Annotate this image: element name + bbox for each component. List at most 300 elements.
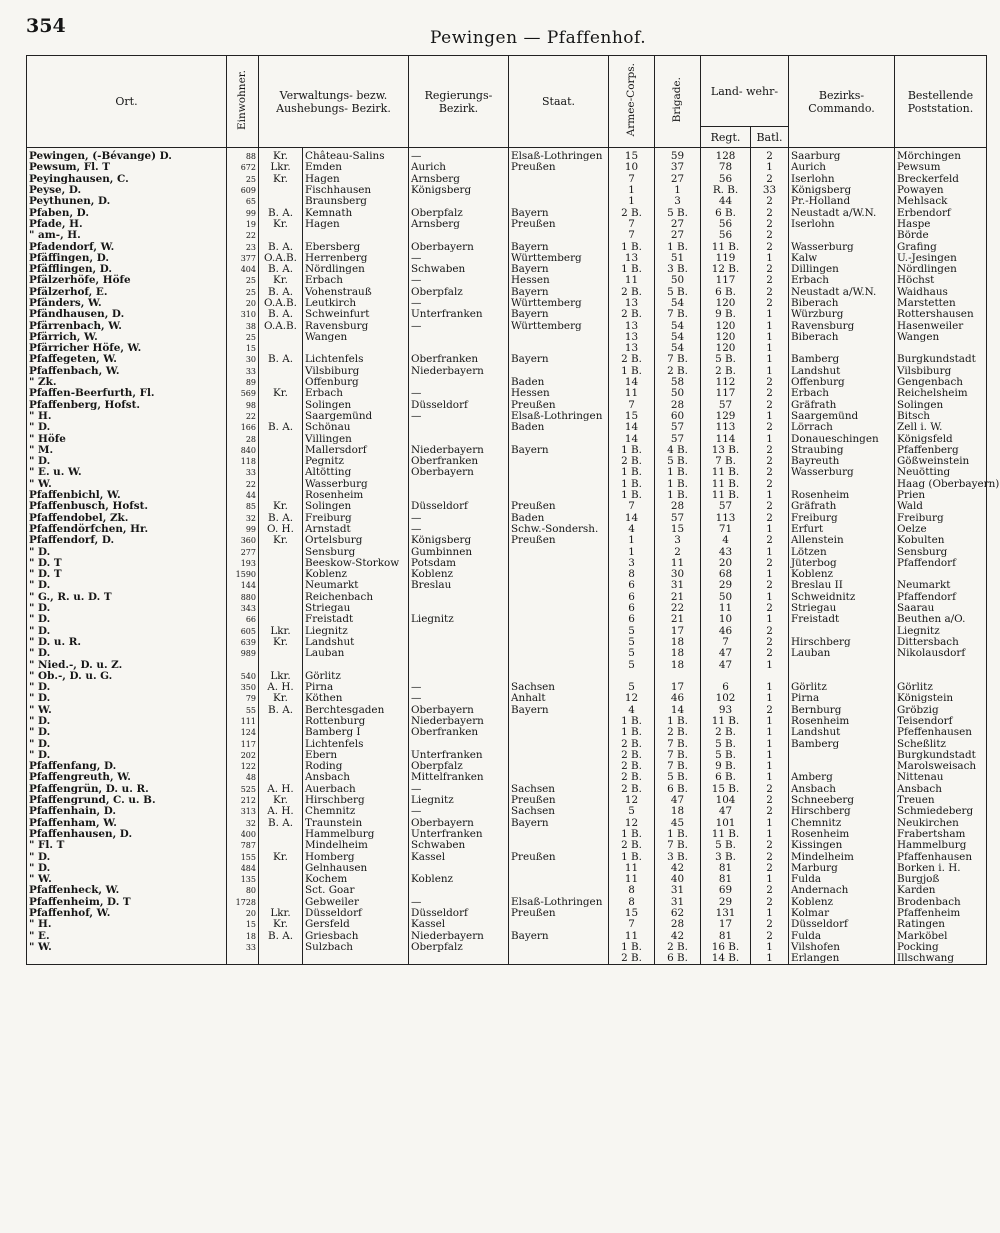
regt-cell: 117 <box>701 388 751 399</box>
armee-cell: 2 B. <box>609 761 655 772</box>
einwohner-cell: 20 <box>227 298 259 309</box>
batl-cell: 33 <box>751 185 789 196</box>
regierung-cell: — <box>409 275 509 286</box>
register-row <box>27 445 987 456</box>
commando-cell: Allenstein <box>789 535 895 546</box>
armee-cell: 5 <box>609 806 655 817</box>
bezirk-type-cell: O.A.B. <box>259 320 303 331</box>
post-cell: Marstetten <box>895 298 987 309</box>
header-ort: Ort. <box>27 56 227 148</box>
brigade-cell: 2 B. <box>655 366 701 377</box>
batl-cell: 2 <box>751 422 789 433</box>
ort-cell: Pfaffegeten, W. <box>27 354 227 365</box>
regierung-cell: Unterfranken <box>409 309 509 320</box>
batl-cell: 1 <box>751 750 789 761</box>
staat-cell: Preußen <box>509 908 609 919</box>
bezirk-type-cell <box>259 750 303 761</box>
post-cell: Pewsum <box>895 162 987 173</box>
einwohner-cell: 605 <box>227 625 259 636</box>
commando-cell: Marburg <box>789 863 895 874</box>
batl-cell: 2 <box>751 580 789 591</box>
regierung-cell: — <box>409 298 509 309</box>
post-cell: Gengenbach <box>895 377 987 388</box>
commando-cell: Würzburg <box>789 309 895 320</box>
armee-cell: 4 <box>609 705 655 716</box>
regierung-cell <box>409 953 509 965</box>
einwohner-cell: 155 <box>227 851 259 862</box>
post-cell: Mehlsack <box>895 196 987 207</box>
ort-cell: Peyse, D. <box>27 185 227 196</box>
regierung-cell <box>409 422 509 433</box>
regierung-cell: — <box>409 682 509 693</box>
armee-cell: 13 <box>609 320 655 331</box>
einwohner-cell: 1590 <box>227 569 259 580</box>
post-cell: Wangen <box>895 332 987 343</box>
ort-cell: Pfaffengreuth, W. <box>27 772 227 783</box>
batl-cell: 1 <box>751 366 789 377</box>
commando-cell: Königsberg <box>789 185 895 196</box>
regierung-cell: Aurich <box>409 162 509 173</box>
einwohner-cell: 360 <box>227 535 259 546</box>
armee-cell: 7 <box>609 174 655 185</box>
batl-cell: 1 <box>751 524 789 535</box>
register-row <box>27 558 987 569</box>
staat-cell: Baden <box>509 513 609 524</box>
post-cell: Nikolausdorf <box>895 648 987 659</box>
regierung-cell <box>409 885 509 896</box>
batl-cell: 2 <box>751 795 789 806</box>
post-cell: Hasenweiler <box>895 320 987 331</box>
einwohner-cell: 65 <box>227 196 259 207</box>
bezirk-type-cell <box>259 445 303 456</box>
bezirk-type-cell: O. H. <box>259 524 303 535</box>
ort-cell: " D. <box>27 750 227 761</box>
brigade-cell: 50 <box>655 388 701 399</box>
einwohner-cell: 400 <box>227 829 259 840</box>
commando-cell: Neustadt a/W.N. <box>789 207 895 218</box>
register-row <box>27 829 987 840</box>
staat-cell: Preußen <box>509 795 609 806</box>
armee-cell: 3 <box>609 558 655 569</box>
einwohner-cell: 15 <box>227 343 259 354</box>
batl-cell: 2 <box>751 196 789 207</box>
regierung-cell: Schwaben <box>409 264 509 275</box>
verwaltung-cell: Erbach <box>303 275 409 286</box>
bezirk-type-cell <box>259 863 303 874</box>
batl-cell: 1 <box>751 818 789 829</box>
regierung-cell: — <box>409 693 509 704</box>
batl-cell: 2 <box>751 840 789 851</box>
post-cell: Saarau <box>895 603 987 614</box>
brigade-cell: 1 B. <box>655 241 701 252</box>
batl-cell: 2 <box>751 456 789 467</box>
einwohner-cell: 840 <box>227 445 259 456</box>
brigade-cell: 4 B. <box>655 445 701 456</box>
post-cell: Burgjoß <box>895 874 987 885</box>
verwaltung-cell: Striegau <box>303 603 409 614</box>
regt-cell: 43 <box>701 546 751 557</box>
brigade-cell: 21 <box>655 614 701 625</box>
staat-cell <box>509 716 609 727</box>
commando-cell: Rosenheim <box>789 829 895 840</box>
brigade-cell: 57 <box>655 513 701 524</box>
verwaltung-cell: Gersfeld <box>303 919 409 930</box>
staat-cell: Bayern <box>509 287 609 298</box>
regt-cell: 6 B. <box>701 287 751 298</box>
einwohner-cell: 48 <box>227 772 259 783</box>
brigade-cell: 51 <box>655 253 701 264</box>
einwohner-cell: 350 <box>227 682 259 693</box>
einwohner-cell: 343 <box>227 603 259 614</box>
verwaltung-cell: Wasserburg <box>303 479 409 490</box>
ort-cell: " D. T <box>27 558 227 569</box>
regierung-cell <box>409 637 509 648</box>
regt-cell: 57 <box>701 501 751 512</box>
verwaltung-cell: Ebersberg <box>303 241 409 252</box>
regt-cell: 120 <box>701 320 751 331</box>
verwaltung-cell: Schönau <box>303 422 409 433</box>
verwaltung-cell: Leutkirch <box>303 298 409 309</box>
verwaltung-cell: Gelnhausen <box>303 863 409 874</box>
verwaltung-cell: Landshut <box>303 637 409 648</box>
staat-cell <box>509 592 609 603</box>
staat-cell <box>509 772 609 783</box>
einwohner-cell: 22 <box>227 230 259 241</box>
staat-cell: Württemberg <box>509 253 609 264</box>
commando-cell: Andernach <box>789 885 895 896</box>
regierung-cell: — <box>409 806 509 817</box>
regierung-cell: Unterfranken <box>409 829 509 840</box>
einwohner-cell: 80 <box>227 885 259 896</box>
armee-cell: 13 <box>609 332 655 343</box>
staat-cell: Elsaß-Lothringen <box>509 148 609 163</box>
ort-cell: Pfäffingen, D. <box>27 253 227 264</box>
regt-cell: 29 <box>701 897 751 908</box>
bezirk-type-cell: Kr. <box>259 693 303 704</box>
commando-cell: Bamberg <box>789 738 895 749</box>
ort-cell: " Fl. T <box>27 840 227 851</box>
brigade-cell: 40 <box>655 874 701 885</box>
regierung-cell: Oberbayern <box>409 467 509 478</box>
staat-cell <box>509 885 609 896</box>
brigade-cell: 5 B. <box>655 207 701 218</box>
ort-cell: Pfaffenberg, Hofst. <box>27 400 227 411</box>
ort-cell: Pfaffengrün, D. u. R. <box>27 784 227 795</box>
commando-cell: Biberach <box>789 332 895 343</box>
bezirk-type-cell <box>259 332 303 343</box>
ort-cell: Pewingen, (-Bévange) D. <box>27 148 227 163</box>
einwohner-cell: 111 <box>227 716 259 727</box>
armee-cell: 7 <box>609 400 655 411</box>
register-row <box>27 253 987 264</box>
armee-cell: 11 <box>609 863 655 874</box>
armee-cell: 1 B. <box>609 241 655 252</box>
regt-cell: 9 B. <box>701 761 751 772</box>
register-row <box>27 942 987 953</box>
staat-cell <box>509 456 609 467</box>
armee-cell: 8 <box>609 885 655 896</box>
batl-cell: 1 <box>751 908 789 919</box>
ort-cell: " Zk. <box>27 377 227 388</box>
ort-cell: " D. <box>27 682 227 693</box>
armee-cell: 6 <box>609 614 655 625</box>
batl-cell: 1 <box>751 659 789 670</box>
ort-cell: Pfadendorf, W. <box>27 241 227 252</box>
register-row <box>27 930 987 941</box>
commando-cell: Jüterbog <box>789 558 895 569</box>
commando-cell: Wasserburg <box>789 241 895 252</box>
batl-cell: 1 <box>751 354 789 365</box>
regt-cell: 9 B. <box>701 309 751 320</box>
einwohner-cell: 124 <box>227 727 259 738</box>
brigade-cell: 54 <box>655 298 701 309</box>
einwohner-cell: 55 <box>227 705 259 716</box>
armee-cell: 1 B. <box>609 445 655 456</box>
bezirk-type-cell <box>259 716 303 727</box>
einwohner-cell: 79 <box>227 693 259 704</box>
header-armee-label: Armee-Corps. <box>625 63 637 137</box>
armee-cell: 1 <box>609 196 655 207</box>
regt-cell: 11 B. <box>701 716 751 727</box>
ort-cell: Pfärrich, W. <box>27 332 227 343</box>
einwohner-cell: 22 <box>227 411 259 422</box>
brigade-cell: 1 <box>655 185 701 196</box>
ort-cell: " D. <box>27 693 227 704</box>
register-table <box>26 55 1000 965</box>
post-cell: Pocking <box>895 942 987 953</box>
ort-cell: Pfaffenbach, W. <box>27 366 227 377</box>
ort-cell: " Ob.-, D. u. G. <box>27 671 227 682</box>
bezirk-type-cell <box>259 772 303 783</box>
ort-cell: " D. u. R. <box>27 637 227 648</box>
brigade-cell: 28 <box>655 919 701 930</box>
batl-cell: 1 <box>751 716 789 727</box>
post-cell: Wald <box>895 501 987 512</box>
regierung-cell: Oberfranken <box>409 456 509 467</box>
brigade-cell: 28 <box>655 501 701 512</box>
post-cell: Oelze <box>895 524 987 535</box>
commando-cell: Schneeberg <box>789 795 895 806</box>
armee-cell: 13 <box>609 298 655 309</box>
brigade-cell: 7 B. <box>655 761 701 772</box>
regierung-cell: Niederbayern <box>409 445 509 456</box>
verwaltung-cell: Château-Salins <box>303 148 409 163</box>
armee-cell: 6 <box>609 603 655 614</box>
verwaltung-cell: Nördlingen <box>303 264 409 275</box>
batl-cell: 1 <box>751 490 789 501</box>
ort-cell: Pfaffengrund, C. u. B. <box>27 795 227 806</box>
armee-cell: 2 B. <box>609 772 655 783</box>
header-einwohner-label: Einwohner. <box>236 69 248 131</box>
ort-cell: Pfärrenbach, W. <box>27 320 227 331</box>
brigade-cell: 50 <box>655 275 701 286</box>
header-brigade <box>655 56 701 148</box>
post-cell: Marolsweisach <box>895 761 987 772</box>
header-bezirks: Bezirks- Commando. <box>789 56 895 148</box>
brigade-cell: 18 <box>655 637 701 648</box>
batl-cell: 1 <box>751 320 789 331</box>
batl-cell: 2 <box>751 806 789 817</box>
register-row <box>27 535 987 546</box>
batl-cell: 2 <box>751 897 789 908</box>
regt-cell: 131 <box>701 908 751 919</box>
staat-cell <box>509 569 609 580</box>
staat-cell <box>509 750 609 761</box>
armee-cell: 14 <box>609 433 655 444</box>
regierung-cell: Liegnitz <box>409 614 509 625</box>
einwohner-cell: 85 <box>227 501 259 512</box>
regierung-cell: Königsberg <box>409 185 509 196</box>
staat-cell: Preußen <box>509 162 609 173</box>
einwohner-cell: 540 <box>227 671 259 682</box>
register-row <box>27 332 987 343</box>
einwohner-cell: 122 <box>227 761 259 772</box>
post-cell: Königstein <box>895 693 987 704</box>
brigade-cell: 46 <box>655 693 701 704</box>
regt-cell: 11 B. <box>701 467 751 478</box>
brigade-cell: 47 <box>655 795 701 806</box>
brigade-cell: 15 <box>655 524 701 535</box>
verwaltung-cell: Lauban <box>303 648 409 659</box>
bezirk-type-cell <box>259 196 303 207</box>
bezirk-type-cell: Kr. <box>259 275 303 286</box>
register-row <box>27 467 987 478</box>
einwohner-cell: 117 <box>227 738 259 749</box>
bezirk-type-cell: B. A. <box>259 207 303 218</box>
bezirk-type-cell <box>259 456 303 467</box>
header-staat: Staat. <box>509 56 609 148</box>
staat-cell: Sachsen <box>509 682 609 693</box>
batl-cell: 1 <box>751 592 789 603</box>
ort-cell: Pfälzerhof, E. <box>27 287 227 298</box>
regierung-cell: Oberbayern <box>409 818 509 829</box>
brigade-cell: 3 B. <box>655 851 701 862</box>
brigade-cell: 28 <box>655 400 701 411</box>
ort-cell: " D. <box>27 738 227 749</box>
commando-cell: Aurich <box>789 162 895 173</box>
regt-cell: 5 B. <box>701 354 751 365</box>
staat-cell <box>509 467 609 478</box>
commando-cell: Straubing <box>789 445 895 456</box>
post-cell: Scheßlitz <box>895 738 987 749</box>
armee-cell: 11 <box>609 874 655 885</box>
verwaltung-cell: Arnstadt <box>303 524 409 535</box>
armee-cell: 1 B. <box>609 490 655 501</box>
regt-cell: 113 <box>701 513 751 524</box>
commando-cell: Bamberg <box>789 354 895 365</box>
post-cell: Neukirchen <box>895 818 987 829</box>
armee-cell: 2 B. <box>609 456 655 467</box>
commando-cell: Freistadt <box>789 614 895 625</box>
staat-cell: Bayern <box>509 241 609 252</box>
post-cell: Grafing <box>895 241 987 252</box>
armee-cell: 14 <box>609 513 655 524</box>
batl-cell: 2 <box>751 298 789 309</box>
post-cell: Haag (Oberbayern) <box>895 479 987 490</box>
commando-cell: Fulda <box>789 930 895 941</box>
bezirk-type-cell: B. A. <box>259 818 303 829</box>
register-row <box>27 592 987 603</box>
regt-cell: 50 <box>701 592 751 603</box>
commando-cell: Schweidnitz <box>789 592 895 603</box>
armee-cell: 2 B. <box>609 750 655 761</box>
brigade-cell: 1 B. <box>655 829 701 840</box>
regierung-cell <box>409 659 509 670</box>
bezirk-type-cell <box>259 580 303 591</box>
post-cell: Bitsch <box>895 411 987 422</box>
regierung-cell: Unterfranken <box>409 750 509 761</box>
commando-cell: Dillingen <box>789 264 895 275</box>
commando-cell: Lörrach <box>789 422 895 433</box>
verwaltung-cell: Beeskow-Storkow <box>303 558 409 569</box>
post-cell: Prien <box>895 490 987 501</box>
bezirk-type-cell: Kr. <box>259 501 303 512</box>
batl-cell: 2 <box>751 501 789 512</box>
staat-cell <box>509 332 609 343</box>
armee-cell: 13 <box>609 343 655 354</box>
register-row <box>27 411 987 422</box>
regierung-cell: Niederbayern <box>409 366 509 377</box>
regierung-cell <box>409 230 509 241</box>
staat-cell <box>509 603 609 614</box>
armee-cell: 15 <box>609 148 655 163</box>
post-cell: Freiburg <box>895 513 987 524</box>
ort-cell: " M. <box>27 445 227 456</box>
ort-cell: " D. <box>27 851 227 862</box>
brigade-cell: 57 <box>655 433 701 444</box>
ort-cell: " D. <box>27 727 227 738</box>
regierung-cell: — <box>409 320 509 331</box>
regierung-cell <box>409 377 509 388</box>
register-row <box>27 275 987 286</box>
bezirk-type-cell: A. H. <box>259 682 303 693</box>
bezirk-type-cell <box>259 479 303 490</box>
verwaltung-cell: Traunstein <box>303 818 409 829</box>
einwohner-cell: 20 <box>227 908 259 919</box>
verwaltung-cell: Vohenstrauß <box>303 287 409 298</box>
verwaltung-cell: Sct. Goar <box>303 885 409 896</box>
staat-cell <box>509 174 609 185</box>
post-cell: Borken i. H. <box>895 863 987 874</box>
regierung-cell: Düsseldorf <box>409 908 509 919</box>
register-row <box>27 851 987 862</box>
regt-cell: 44 <box>701 196 751 207</box>
register-row <box>27 264 987 275</box>
armee-cell: 2 B. <box>609 840 655 851</box>
ort-cell: " D. <box>27 648 227 659</box>
brigade-cell: 27 <box>655 219 701 230</box>
armee-cell: 1 <box>609 535 655 546</box>
commando-cell: Koblenz <box>789 569 895 580</box>
bezirk-type-cell: Kr. <box>259 535 303 546</box>
commando-cell: Ansbach <box>789 784 895 795</box>
regt-cell: 120 <box>701 298 751 309</box>
ort-cell: Pfaffenhausen, D. <box>27 829 227 840</box>
staat-cell <box>509 614 609 625</box>
verwaltung-cell: Freistadt <box>303 614 409 625</box>
bezirk-type-cell: Lkr. <box>259 908 303 919</box>
post-cell: Waidhaus <box>895 287 987 298</box>
page-title: Pewingen — Pfaffenhof. <box>430 28 647 48</box>
regt-cell: 6 B. <box>701 207 751 218</box>
header-einwohner <box>227 56 259 148</box>
regierung-cell: Oberfranken <box>409 727 509 738</box>
ort-cell: Pfaffenbusch, Hofst. <box>27 501 227 512</box>
einwohner-cell: 32 <box>227 513 259 524</box>
post-cell: Gößweinstein <box>895 456 987 467</box>
einwohner-cell: 484 <box>227 863 259 874</box>
commando-cell <box>789 659 895 670</box>
